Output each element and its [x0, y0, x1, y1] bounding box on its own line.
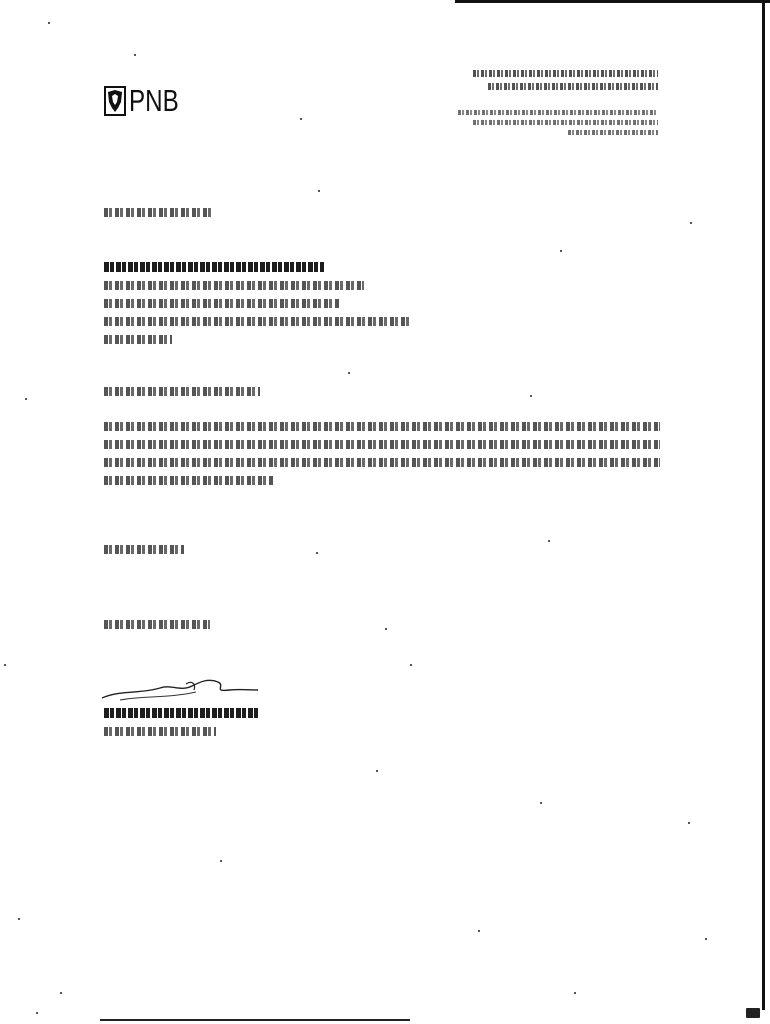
closing-valediction: [104, 620, 210, 638]
handwritten-signature: [100, 672, 260, 713]
signatory-title: [104, 727, 216, 736]
scan-speck: [348, 372, 350, 374]
scan-speck: [688, 822, 690, 824]
scan-speck: [540, 802, 542, 804]
recipient-name: [104, 262, 324, 272]
scan-speck: [478, 930, 480, 932]
scan-speck: [548, 540, 550, 542]
scan-speck: [530, 395, 532, 397]
scan-speck: [560, 250, 562, 252]
scan-speck: [48, 22, 50, 24]
scan-speck: [574, 992, 576, 994]
scan-speck: [36, 1012, 38, 1014]
scan-speck: [134, 54, 136, 56]
letter-body-paragraph: [104, 422, 660, 494]
pnb-emblem-icon: [104, 86, 126, 116]
salutation: [104, 387, 260, 405]
scan-edge-top: [455, 0, 770, 3]
sender-title-line: [473, 70, 658, 77]
closing-thanks: [104, 545, 184, 563]
scan-speck: [18, 918, 20, 920]
scan-edge-right: [762, 0, 765, 1010]
scan-speck: [746, 1008, 760, 1018]
scan-speck: [376, 770, 378, 772]
scan-edge-bottom: [100, 1019, 410, 1021]
sender-department-block: [458, 70, 658, 140]
recipient-block: [104, 262, 409, 353]
pnb-logo: [104, 83, 193, 118]
scan-speck: [25, 398, 27, 400]
scan-speck: [410, 664, 412, 666]
signatory-name: [104, 708, 259, 718]
scan-speck: [60, 992, 62, 994]
sender-address-line: [458, 110, 658, 115]
scan-speck: [690, 222, 692, 224]
scan-speck: [705, 938, 707, 940]
sender-phone-line: [473, 120, 658, 125]
scan-speck: [318, 190, 320, 192]
scan-speck: [385, 628, 387, 630]
letter-date: [104, 208, 212, 226]
scan-speck: [300, 118, 302, 120]
sender-extra-line: [568, 130, 658, 135]
recipient-address: [104, 317, 409, 326]
scan-speck: [4, 664, 6, 666]
recipient-organization: [104, 299, 339, 308]
signatory-block: [104, 708, 259, 745]
sender-division-line: [488, 83, 658, 90]
recipient-title: [104, 281, 364, 290]
logo-wordmark: PNB: [129, 83, 179, 118]
scan-speck: [220, 860, 222, 862]
scan-speck: [316, 552, 318, 554]
recipient-city: [104, 335, 172, 344]
